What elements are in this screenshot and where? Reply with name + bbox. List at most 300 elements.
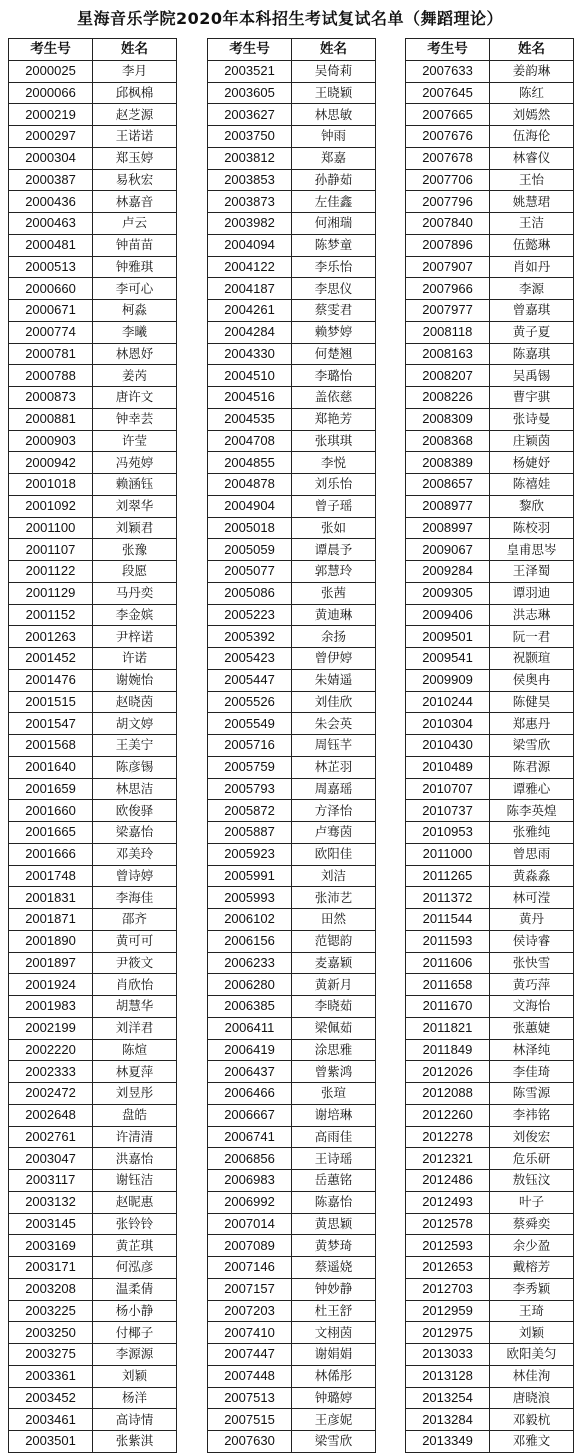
student-name-cell: 李悦 [292, 452, 376, 474]
exam-id-cell: 2005923 [208, 843, 292, 865]
student-name-cell: 陈嘉琪 [490, 343, 574, 365]
exam-id-cell: 2005793 [208, 778, 292, 800]
exam-id-cell: 2007977 [406, 300, 490, 322]
exam-id-cell: 2005423 [208, 648, 292, 670]
exam-id-cell: 2008368 [406, 430, 490, 452]
table-row [406, 822, 574, 844]
table-row [208, 1365, 376, 1387]
table-row [406, 1300, 574, 1322]
exam-id-cell: 2003169 [9, 1235, 93, 1257]
table-row [406, 278, 574, 300]
exam-id-cell: 2007014 [208, 1213, 292, 1235]
student-name-cell: 曹宇骐 [490, 387, 574, 409]
exam-id-cell: 2000903 [9, 430, 93, 452]
table-row [406, 1409, 574, 1431]
exam-id-cell: 2010430 [406, 735, 490, 757]
table-row [208, 321, 376, 343]
exam-id-cell: 2003461 [9, 1409, 93, 1431]
exam-id-cell: 2001831 [9, 887, 93, 909]
student-name-cell: 杜王舒 [292, 1300, 376, 1322]
exam-id-cell: 2009909 [406, 669, 490, 691]
table-row [208, 1148, 376, 1170]
student-name-cell: 曾伊婷 [292, 648, 376, 670]
exam-id-cell: 2000513 [9, 256, 93, 278]
student-name-cell: 陈禧娃 [490, 474, 574, 496]
table-row [406, 887, 574, 909]
student-name-cell: 谢培琳 [292, 1104, 376, 1126]
table-row [406, 1126, 574, 1148]
student-name-cell: 李乐怡 [292, 256, 376, 278]
exam-id-cell: 2000387 [9, 169, 93, 191]
exam-id-cell: 2003521 [208, 60, 292, 82]
exam-id-cell: 2007676 [406, 126, 490, 148]
exam-id-cell: 2007630 [208, 1431, 292, 1453]
exam-id-cell: 2012959 [406, 1300, 490, 1322]
table-row [9, 691, 177, 713]
table-row [9, 778, 177, 800]
student-name-cell: 郭慧玲 [292, 561, 376, 583]
table-row [9, 952, 177, 974]
student-name-cell: 林思洁 [93, 778, 177, 800]
exam-id-cell: 2013128 [406, 1365, 490, 1387]
exam-id-cell: 2012493 [406, 1191, 490, 1213]
exam-id-cell: 2008657 [406, 474, 490, 496]
exam-id-cell: 2006156 [208, 930, 292, 952]
student-name-cell: 欧阳美匀 [490, 1344, 574, 1366]
exam-id-cell: 2007089 [208, 1235, 292, 1257]
student-name-cell: 刘乐怡 [292, 474, 376, 496]
exam-id-cell: 2006437 [208, 1061, 292, 1083]
table-row [406, 539, 574, 561]
table-row [9, 1083, 177, 1105]
table-row [406, 909, 574, 931]
exam-id-cell: 2012653 [406, 1257, 490, 1279]
table-row [208, 430, 376, 452]
table-row [9, 974, 177, 996]
table-row [406, 1431, 574, 1453]
student-name-cell: 曾思雨 [490, 843, 574, 865]
exam-id-cell: 2008207 [406, 365, 490, 387]
exam-id-cell: 2012486 [406, 1170, 490, 1192]
student-name-cell: 陈健昊 [490, 691, 574, 713]
table-row [9, 1191, 177, 1213]
exam-id-cell: 2006667 [208, 1104, 292, 1126]
exam-id-cell: 2006411 [208, 1017, 292, 1039]
exam-id-cell: 2003750 [208, 126, 292, 148]
table-row [9, 735, 177, 757]
exam-id-cell: 2003361 [9, 1365, 93, 1387]
exam-id-cell: 2003627 [208, 104, 292, 126]
student-name-cell: 高雨佳 [292, 1126, 376, 1148]
exam-id-cell: 2007896 [406, 234, 490, 256]
table-row [406, 1039, 574, 1061]
student-name-cell: 张紫淇 [93, 1431, 177, 1453]
exam-id-cell: 2000066 [9, 82, 93, 104]
student-name-cell: 敖钰汶 [490, 1170, 574, 1192]
table-row [406, 735, 574, 757]
exam-id-cell: 2009541 [406, 648, 490, 670]
table-row [406, 234, 574, 256]
exam-id-cell: 2005887 [208, 822, 292, 844]
student-name-cell: 李思仪 [292, 278, 376, 300]
exam-id-cell: 2001100 [9, 517, 93, 539]
exam-id-cell: 2008226 [406, 387, 490, 409]
table-row [406, 82, 574, 104]
student-name-cell: 邓雅文 [490, 1431, 574, 1453]
student-name-cell: 黎欣 [490, 495, 574, 517]
table-row [208, 387, 376, 409]
exam-id-cell: 2003812 [208, 147, 292, 169]
student-name-cell: 赵昵惠 [93, 1191, 177, 1213]
student-name-cell: 刘洁 [292, 865, 376, 887]
student-name-cell: 伍懿琳 [490, 234, 574, 256]
table-row [406, 800, 574, 822]
student-name-cell: 刘颖君 [93, 517, 177, 539]
student-name-cell: 方泽怡 [292, 800, 376, 822]
exam-id-cell: 2003275 [9, 1344, 93, 1366]
exam-id-cell: 2006233 [208, 952, 292, 974]
table-row [406, 452, 574, 474]
student-name-cell: 左佳鑫 [292, 191, 376, 213]
student-name-cell: 林佳洵 [490, 1365, 574, 1387]
table-row [208, 1191, 376, 1213]
student-name-cell: 钟妙静 [292, 1278, 376, 1300]
student-name-cell: 伍海伦 [490, 126, 574, 148]
exam-id-cell: 2006992 [208, 1191, 292, 1213]
student-name-cell: 王晓颖 [292, 82, 376, 104]
exam-id-cell: 2010737 [406, 800, 490, 822]
exam-id-cell: 2009305 [406, 582, 490, 604]
exam-id-cell: 2008997 [406, 517, 490, 539]
student-name-cell: 黄巧萍 [490, 974, 574, 996]
student-name-cell: 钟璐婷 [292, 1387, 376, 1409]
table-row [9, 539, 177, 561]
student-name-cell: 刘俊宏 [490, 1126, 574, 1148]
student-name-cell: 朱婧遥 [292, 669, 376, 691]
table-row [9, 756, 177, 778]
table-row [208, 1126, 376, 1148]
table-row [9, 300, 177, 322]
exam-id-cell: 2007966 [406, 278, 490, 300]
student-name-cell: 皇甫思岑 [490, 539, 574, 561]
student-name-cell: 黄新月 [292, 974, 376, 996]
student-name-cell: 刘嫣然 [490, 104, 574, 126]
table-row [9, 561, 177, 583]
exam-id-cell: 2013254 [406, 1387, 490, 1409]
table-row [9, 669, 177, 691]
student-name-cell: 张快雪 [490, 952, 574, 974]
student-name-cell: 黄淼淼 [490, 865, 574, 887]
exam-id-cell: 2011658 [406, 974, 490, 996]
student-name-cell: 卢骞茵 [292, 822, 376, 844]
student-name-cell: 周钰芊 [292, 735, 376, 757]
table-row [208, 104, 376, 126]
table-row [9, 1387, 177, 1409]
student-name-cell: 刘洋君 [93, 1017, 177, 1039]
table-row [208, 648, 376, 670]
student-name-cell: 钟雅琪 [93, 256, 177, 278]
table-row [406, 1191, 574, 1213]
table-row [406, 1017, 574, 1039]
student-name-cell: 李月 [93, 60, 177, 82]
exam-id-cell: 2006102 [208, 909, 292, 931]
exam-id-cell: 2000774 [9, 321, 93, 343]
student-name-cell: 曾子瑶 [292, 495, 376, 517]
table-row [9, 1213, 177, 1235]
table-header-row [406, 39, 574, 61]
exam-id-cell: 2007907 [406, 256, 490, 278]
student-name-cell: 林可滢 [490, 887, 574, 909]
exam-id-cell: 2009067 [406, 539, 490, 561]
exam-id-cell: 2001122 [9, 561, 93, 583]
student-name-cell: 朱会英 [292, 713, 376, 735]
exam-id-cell: 2003132 [9, 1191, 93, 1213]
student-name-cell: 陈梦童 [292, 234, 376, 256]
student-name-cell: 田然 [292, 909, 376, 931]
exam-id-cell: 2001452 [9, 648, 93, 670]
student-name-cell: 梁雪欣 [490, 735, 574, 757]
exam-id-cell: 2003171 [9, 1257, 93, 1279]
table-row [208, 1039, 376, 1061]
student-name-cell: 李晓茹 [292, 996, 376, 1018]
table-row [406, 1104, 574, 1126]
table-row [9, 1365, 177, 1387]
table-row [9, 1104, 177, 1126]
student-name-cell: 何湘瑞 [292, 213, 376, 235]
table-row [406, 756, 574, 778]
table-row [208, 1104, 376, 1126]
table-row [406, 930, 574, 952]
header-exam-id: 考生号 [208, 39, 292, 61]
student-name-cell: 林思敏 [292, 104, 376, 126]
table-row [9, 887, 177, 909]
exam-id-cell: 2001568 [9, 735, 93, 757]
table-row [406, 1213, 574, 1235]
student-name-cell: 许清清 [93, 1126, 177, 1148]
student-name-cell: 黄迪琳 [292, 604, 376, 626]
student-name-cell: 梁嘉怡 [93, 822, 177, 844]
table-row [208, 1257, 376, 1279]
table-row [406, 1387, 574, 1409]
table-row [406, 104, 574, 126]
student-name-cell: 尹梓诺 [93, 626, 177, 648]
table-row [208, 539, 376, 561]
student-name-cell: 尹筱文 [93, 952, 177, 974]
header-exam-id: 考生号 [9, 39, 93, 61]
student-name-cell: 洪志琳 [490, 604, 574, 626]
student-name-cell: 余扬 [292, 626, 376, 648]
table-row [208, 778, 376, 800]
exam-id-cell: 2003250 [9, 1322, 93, 1344]
student-name-cell: 付椰子 [93, 1322, 177, 1344]
student-name-cell: 林睿仪 [490, 147, 574, 169]
student-name-cell: 刘颖 [490, 1322, 574, 1344]
exam-id-cell: 2009284 [406, 561, 490, 583]
student-name-cell: 郑嘉 [292, 147, 376, 169]
table-row [208, 474, 376, 496]
student-name-cell: 陈雪源 [490, 1083, 574, 1105]
student-name-cell: 谢娟娟 [292, 1344, 376, 1366]
student-name-cell: 欧俊驿 [93, 800, 177, 822]
student-name-cell: 王洁 [490, 213, 574, 235]
student-name-cell: 姜芮 [93, 365, 177, 387]
table-row [406, 778, 574, 800]
student-name-cell: 王彦妮 [292, 1409, 376, 1431]
student-name-cell: 唐许文 [93, 387, 177, 409]
table-row [9, 1409, 177, 1431]
table-row [9, 713, 177, 735]
student-name-cell: 李曦 [93, 321, 177, 343]
student-name-cell: 黄丹 [490, 909, 574, 931]
exam-id-cell: 2008118 [406, 321, 490, 343]
roster-table-1 [8, 38, 177, 1453]
table-row [208, 974, 376, 996]
table-row [406, 1148, 574, 1170]
student-name-cell: 曾诗婷 [93, 865, 177, 887]
exam-id-cell: 2007146 [208, 1257, 292, 1279]
student-name-cell: 邵齐 [93, 909, 177, 931]
exam-id-cell: 2007513 [208, 1387, 292, 1409]
table-row [406, 147, 574, 169]
exam-id-cell: 2006856 [208, 1148, 292, 1170]
exam-id-cell: 2012578 [406, 1213, 490, 1235]
header-name: 姓名 [490, 39, 574, 61]
table-row [9, 1170, 177, 1192]
student-name-cell: 赵芝源 [93, 104, 177, 126]
exam-id-cell: 2003853 [208, 169, 292, 191]
exam-id-cell: 2003208 [9, 1278, 93, 1300]
exam-id-cell: 2007678 [406, 147, 490, 169]
exam-id-cell: 2004708 [208, 430, 292, 452]
student-name-cell: 陈煊 [93, 1039, 177, 1061]
table-row [406, 1278, 574, 1300]
table-row [406, 213, 574, 235]
exam-id-cell: 2006280 [208, 974, 292, 996]
student-name-cell: 祝颢瑄 [490, 648, 574, 670]
student-name-cell: 郑玉婷 [93, 147, 177, 169]
table-row [9, 1278, 177, 1300]
exam-id-cell: 2005549 [208, 713, 292, 735]
student-name-cell: 黄子夏 [490, 321, 574, 343]
student-name-cell: 段愿 [93, 561, 177, 583]
table-row [406, 865, 574, 887]
exam-id-cell: 2001092 [9, 495, 93, 517]
exam-id-cell: 2011593 [406, 930, 490, 952]
header-exam-id: 考生号 [406, 39, 490, 61]
exam-id-cell: 2000660 [9, 278, 93, 300]
student-name-cell: 唐晓浪 [490, 1387, 574, 1409]
table-row [208, 735, 376, 757]
student-name-cell: 肖如丹 [490, 256, 574, 278]
exam-id-cell: 2002333 [9, 1061, 93, 1083]
exam-id-cell: 2001665 [9, 822, 93, 844]
student-name-cell: 刘昱彤 [93, 1083, 177, 1105]
student-name-cell: 张豫 [93, 539, 177, 561]
exam-id-cell: 2005759 [208, 756, 292, 778]
exam-id-cell: 2010707 [406, 778, 490, 800]
table-header-row [208, 39, 376, 61]
table-row [9, 234, 177, 256]
exam-id-cell: 2007665 [406, 104, 490, 126]
table-row [406, 60, 574, 82]
student-name-cell: 张铃铃 [93, 1213, 177, 1235]
table-row [406, 517, 574, 539]
table-row [9, 343, 177, 365]
exam-id-cell: 2007157 [208, 1278, 292, 1300]
exam-id-cell: 2004510 [208, 365, 292, 387]
table-row [208, 517, 376, 539]
student-name-cell: 蔡遥娆 [292, 1257, 376, 1279]
table-row [208, 669, 376, 691]
table-row [9, 408, 177, 430]
student-name-cell: 谭羽迪 [490, 582, 574, 604]
table-row [9, 930, 177, 952]
student-name-cell: 吴倚莉 [292, 60, 376, 82]
student-name-cell: 何楚翘 [292, 343, 376, 365]
exam-id-cell: 2011544 [406, 909, 490, 931]
student-name-cell: 侯奥冉 [490, 669, 574, 691]
student-name-cell: 谭晨予 [292, 539, 376, 561]
exam-id-cell: 2011849 [406, 1039, 490, 1061]
student-name-cell: 危乐研 [490, 1148, 574, 1170]
exam-id-cell: 2004261 [208, 300, 292, 322]
student-name-cell: 杨小静 [93, 1300, 177, 1322]
student-name-cell: 姚慧珺 [490, 191, 574, 213]
student-name-cell: 何泓彦 [93, 1257, 177, 1279]
table-row [406, 474, 574, 496]
student-name-cell: 林芷羽 [292, 756, 376, 778]
exam-id-cell: 2007796 [406, 191, 490, 213]
table-row [208, 909, 376, 931]
table-row [406, 408, 574, 430]
exam-id-cell: 2006983 [208, 1170, 292, 1192]
table-row [208, 887, 376, 909]
exam-id-cell: 2001748 [9, 865, 93, 887]
exam-id-cell: 2004855 [208, 452, 292, 474]
student-name-cell: 林恩妤 [93, 343, 177, 365]
table-row [9, 822, 177, 844]
exam-id-cell: 2003117 [9, 1170, 93, 1192]
table-row [406, 365, 574, 387]
exam-id-cell: 2000463 [9, 213, 93, 235]
header-name: 姓名 [292, 39, 376, 61]
table-row [208, 1235, 376, 1257]
table-row [208, 1061, 376, 1083]
table-row [9, 1300, 177, 1322]
student-name-cell: 杨洋 [93, 1387, 177, 1409]
exam-id-cell: 2005447 [208, 669, 292, 691]
student-name-cell: 许莹 [93, 430, 177, 452]
table-row [9, 626, 177, 648]
table-row [208, 169, 376, 191]
table-row [9, 474, 177, 496]
table-row [406, 561, 574, 583]
exam-id-cell: 2000781 [9, 343, 93, 365]
exam-id-cell: 2001890 [9, 930, 93, 952]
exam-id-cell: 2012278 [406, 1126, 490, 1148]
student-name-cell: 钟雨 [292, 126, 376, 148]
exam-id-cell: 2005993 [208, 887, 292, 909]
student-name-cell: 李祎铭 [490, 1104, 574, 1126]
exam-id-cell: 2000025 [9, 60, 93, 82]
exam-id-cell: 2011606 [406, 952, 490, 974]
exam-id-cell: 2007706 [406, 169, 490, 191]
student-name-cell: 黄芷琪 [93, 1235, 177, 1257]
table-row [9, 1061, 177, 1083]
student-name-cell: 刘佳欣 [292, 691, 376, 713]
exam-id-cell: 2001515 [9, 691, 93, 713]
exam-id-cell: 2001640 [9, 756, 93, 778]
